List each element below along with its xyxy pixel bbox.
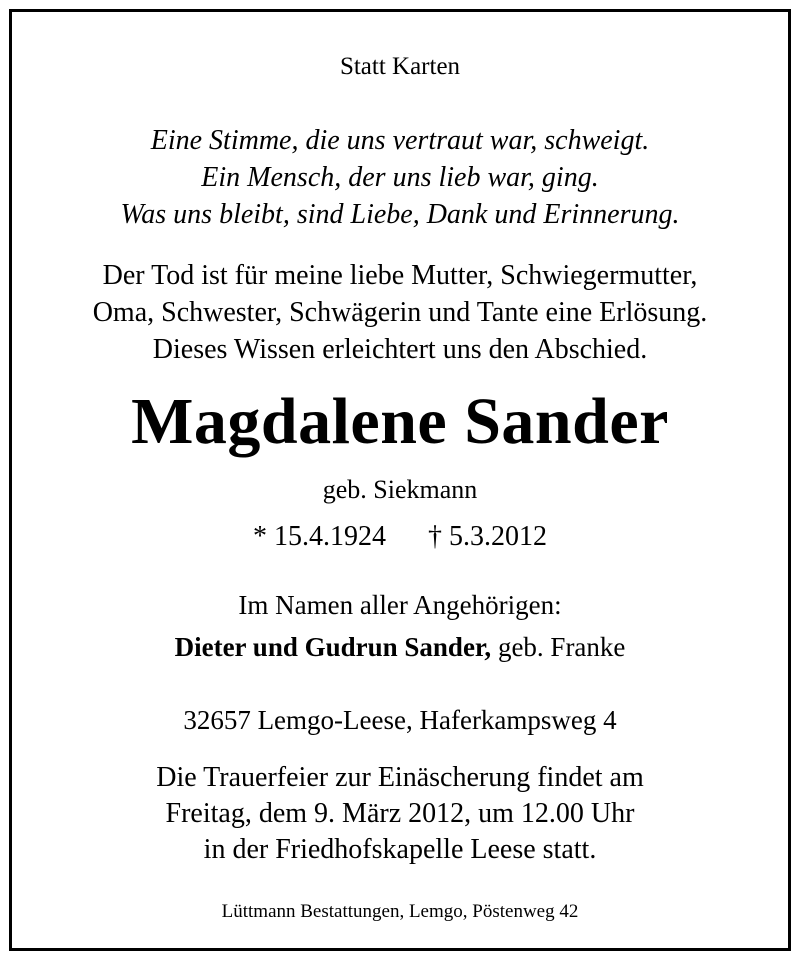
signers-names: Dieter und Gudrun Sander,: [174, 632, 492, 662]
on-behalf-line: Im Namen aller Angehörigen:: [238, 590, 562, 620]
signers-line: [0, 634, 800, 661]
family-address: 32657 Lemgo-Leese, Haferkampsweg 4: [183, 705, 617, 735]
message-line-3: Dieses Wissen erleichtert uns den Abschied.: [152, 334, 648, 365]
signers-maiden-name: geb. Franke: [497, 632, 626, 662]
undertaker-line: Lüttmann Bestattungen, Lemgo, Pöstenweg 42: [221, 901, 579, 922]
verse-line-2: Ein Mensch, der uns lieb war, ging.: [201, 162, 599, 193]
funeral-line-3: in der Friedhofskapelle Leese statt.: [203, 834, 597, 865]
life-dates: [0, 523, 800, 551]
notice-header: Statt Karten: [339, 53, 461, 80]
funeral-line-1: Die Trauerfeier zur Einäscherung findet am: [156, 762, 644, 793]
death-date: † 5.3.2012: [428, 521, 547, 552]
maiden-name: geb. Siekmann: [322, 475, 478, 504]
deceased-name: Magdalene Sander: [131, 385, 669, 458]
birth-date: * 15.4.1924: [253, 521, 386, 552]
message-line-2: Oma, Schwester, Schwägerin und Tante eine Erlösung.: [92, 297, 708, 328]
funeral-line-2: Freitag, dem 9. März 2012, um 12.00 Uhr: [165, 798, 635, 829]
message-line-1: Der Tod ist für meine liebe Mutter, Schwiegermutter,: [102, 260, 698, 291]
verse-line-3: Was uns bleibt, sind Liebe, Dank und Erinnerung.: [120, 199, 680, 230]
verse-line-1: Eine Stimme, die uns vertraut war, schweigt.: [150, 125, 650, 156]
